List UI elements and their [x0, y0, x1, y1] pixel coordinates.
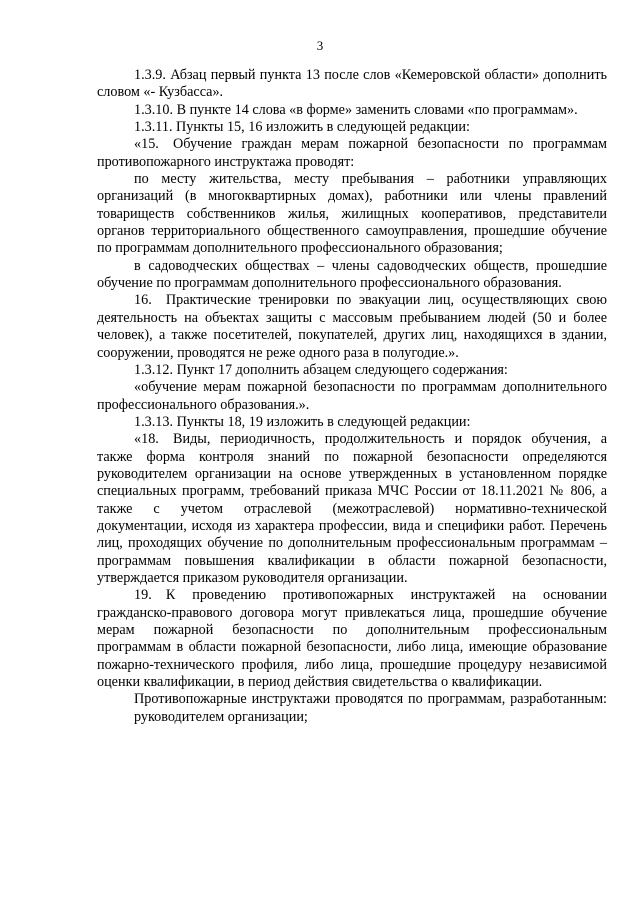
paragraph-1-3-12: 1.3.12. Пункт 17 дополнить абзацем следующего содержания:: [134, 361, 508, 378]
paragraph-item-18: «18. Виды, периодичность, продолжительность и порядок обучения, а также форма контроля знаний по пожарной безопасности определяются руководителем организации на основе утвержденных в установленном порядке специальных программ, требований приказа МЧС России от 18.11.2021 № 806, а также с учетом отраслевой (межотраслевой) нормативно-технической документации, исходя из характера профессии, вида и специфики работ. Перечень лиц, проходящих обучение по дополнительным профессиональным программам – программам повышения квалификации в области пожарной безопасности, утверждается приказом руководителя организации.: [97, 431, 607, 586]
paragraph-1-3-13: 1.3.13. Пункты 18, 19 изложить в следующей редакции:: [134, 413, 471, 430]
paragraph-item-16: 16. Практические тренировки по эвакуации лиц, осуществляющих свою деятельность на объектах защиты с массовым пребыванием людей (50 и более человек), а также посетителей, покупателей, других лиц, находящихся в здании, сооружении, проводятся не реже одного раза в полугодие.».: [97, 292, 607, 361]
paragraph-training-addition: «обучение мерам пожарной безопасности по программам дополнительного профессионального образования.».: [97, 379, 607, 413]
paragraph-instructions: Противопожарные инструктажи проводятся по программам, разработанным:: [134, 691, 607, 708]
paragraph-head-of-organization: руководителем организации;: [134, 708, 308, 725]
paragraph-1-3-10: 1.3.10. В пункте 14 слова «в форме» заменить словами «по программам».: [134, 101, 578, 118]
paragraph-item-19: 19. К проведению противопожарных инструктажей на основании гражданско-правового договора могут привлекаться лица, прошедшие обучение мерам пожарной безопасности по дополнительным профессиональным программам в области пожарной безопасности, либо лица, имеющие образование пожарно-технического профиля, либо лица, прошедшие процедуру независимой оценки квалификации, в период действия свидетельства о квалификации.: [97, 587, 607, 691]
paragraph-1-3-11: 1.3.11. Пункты 15, 16 изложить в следующей редакции:: [134, 119, 470, 136]
document-body: [97, 67, 607, 726]
paragraph-1-3-9: 1.3.9. Абзац первый пункта 13 после слов «Кемеровской области» дополнить словом «- Кузбасса».: [97, 67, 607, 101]
paragraph-gardening: в садоводческих обществах – члены садоводческих обществ, прошедшие обучение по программам дополнительного профессионального образования.: [97, 257, 607, 292]
page-number: 3: [316, 38, 324, 53]
paragraph-residence: по месту жительства, месту пребывания – работники управляющих организаций (в многоквартирных домах), работники или члены правлений товариществ собственников жилья, жилищных кооперативов, представители органов территориального общественного самоуправления, прошедшие обучение по программам дополнительного профессионального образования;: [97, 171, 607, 257]
paragraph-item-15: «15. Обучение граждан мерам пожарной безопасности по программам противопожарного инструктажа проводят:: [97, 136, 607, 170]
